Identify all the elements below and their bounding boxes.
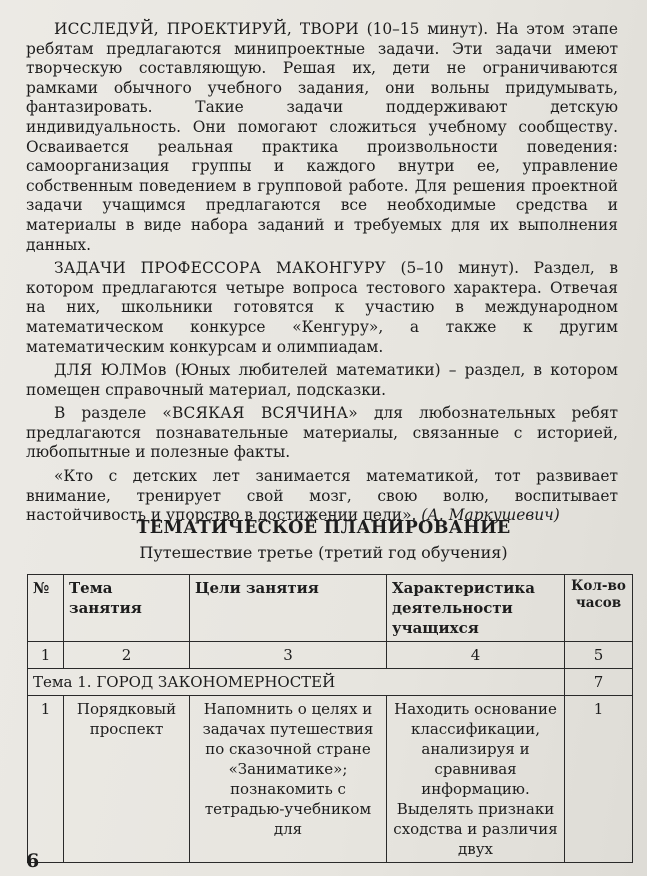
row-hours: 1	[565, 696, 633, 863]
column-number-row	[28, 642, 633, 669]
section-name: ИССЛЕДУЙ, ПРОЕКТИРУЙ, ТВОРИ	[54, 20, 359, 38]
paragraph-professor	[26, 259, 618, 357]
row-number: 1	[28, 696, 64, 863]
page-number: 6	[26, 850, 40, 872]
theme-label: Тема 1. ГОРОД ЗАКОНОМЕРНОСТЕЙ	[28, 669, 565, 696]
quote-author: (А. Маркушевич)	[421, 506, 560, 525]
column-number: 2	[64, 642, 190, 669]
section-name: ЗАДАЧИ ПРОФЕССОРА МАКОНГУРУ	[54, 259, 386, 278]
column-number: 1	[28, 642, 64, 669]
page-subtitle: Путешествие третье (третий год обучения)	[139, 543, 508, 562]
paragraph-research	[26, 20, 618, 255]
row-activity: Находить основание классификации, анализируя и сравнивая информацию. Выделять признаки сходства и различия двух	[387, 696, 565, 863]
header-number: №	[28, 575, 64, 642]
quote-text: «Кто с детских лет занимается математикой, тот развивает внимание, тренирует свой мозг, свою волю, воспитывает настойчивость и упорство в достижении цели».	[26, 467, 618, 525]
theme-hours: 7	[565, 669, 633, 696]
header-hours: Кол-во часов	[565, 575, 633, 642]
page-title: ТЕМАТИЧЕСКОЕ ПЛАНИРОВАНИЕ	[136, 518, 511, 538]
paragraph-ulm	[26, 361, 618, 400]
table-header-row	[28, 575, 633, 642]
intro-text	[26, 20, 618, 530]
section-name: ДЛЯ ЮЛМов	[54, 361, 167, 380]
table-row	[28, 696, 633, 863]
column-number: 4	[387, 642, 565, 669]
theme-row	[28, 669, 633, 696]
paragraph-misc	[26, 404, 618, 463]
paragraph-body: (5–10 минут). Раздел, в котором предлагаются четыре вопроса тестового характера. Отвечая на них, школьники готовятся к участию в международном математическом конкурсе «Кенгуру», а также к другим математическим конкурсам и олимпиадам.	[26, 259, 618, 356]
paragraph-prefix: В разделе	[54, 404, 163, 423]
paragraph-body: для любознательных ребят предлагаются познавательные материалы, связанные с историей, любопытные и полезные факты.	[26, 404, 618, 462]
header-topic: Тема занятия	[64, 575, 190, 642]
paragraph-body: (Юных любителей математики) – раздел, в котором помещен справочный материал, подсказки.	[26, 361, 618, 399]
column-number: 5	[565, 642, 633, 669]
row-topic: Порядковый проспект	[64, 696, 190, 863]
column-number: 3	[190, 642, 387, 669]
header-goals: Цели занятия	[190, 575, 387, 642]
header-activity: Характеристика деятельности учащихся	[387, 575, 565, 642]
planning-table	[27, 574, 633, 863]
section-name: «ВСЯКАЯ ВСЯЧИНА»	[162, 404, 358, 423]
paragraph-body: (10–15 минут). На этом этапе ребятам предлагаются минипроектные задачи. Эти задачи имеют творческую составляющую. Решая их, дети не ограничиваются рамками обычного учебного задания, они вольны придумывать, фантазировать. Такие задачи поддерживают детскую индивидуальность. Они помогают сложиться учебному сообществу. Осваивается реальная практика произвольности поведения: самоорганизация группы и каждого внутри ее, управление собственным поведением в групповой работе. Для решения проектной задачи учащимся предлагаются все необходимые средства и материалы в виде набора заданий и требуемых для их выполнения данных.	[26, 20, 618, 254]
row-goals: Напомнить о целях и задачах путешествия по сказочной стране «Заниматике»; познакомить с тетрадью-учебником для	[190, 696, 387, 863]
